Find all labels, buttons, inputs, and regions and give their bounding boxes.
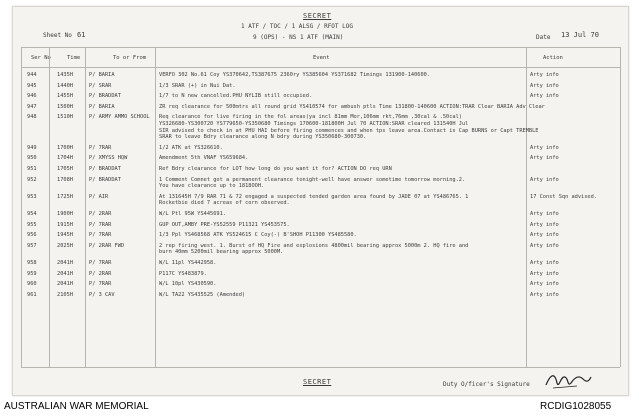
log-entry-row	[13, 270, 628, 281]
entry-to-from: P/ 7RAR	[89, 260, 112, 266]
log-entry-row	[13, 113, 628, 143]
entry-event-line: 1/7 to N new cancelled.PHU NYLIB still occupied.	[159, 93, 313, 100]
entry-event-line: ZR req clearance for 500mtrs all round grid YS410574 for ambush ptls Time 131800-140600 ACTION:TRAR Clear BARIA Adv Clear	[159, 103, 545, 110]
entry-serial: 956	[27, 232, 37, 239]
log-entry-row	[13, 82, 628, 93]
entry-to-from: P/ BARIA	[89, 72, 115, 78]
entry-event-line: Req clearance for live firing in the fol areas(ya incl 81mm Mor,106mm rkt,76mm ,30cal & .50cal)	[159, 114, 462, 121]
entry-action: Arty info	[530, 82, 559, 89]
footer-archive-id: RCDIG1028055	[540, 401, 612, 412]
log-entry-row	[13, 280, 628, 291]
col-header-serial: Ser No	[31, 55, 51, 61]
entry-to-from: P/ XMYSS HQW	[89, 155, 128, 162]
log-entry-row	[13, 231, 628, 242]
log-entry-row	[13, 92, 628, 103]
entry-event-line: At 131645H 7/9 RAR 71 & 72 engaged a suspected tended garden area found by JADE 07 at YS486765. 1	[159, 193, 469, 200]
unit-line: 1 ATF / TOC / 1 ALSG / RFOT LOG	[241, 23, 353, 30]
entry-to-from: P/ 7RAR	[89, 144, 112, 151]
entry-action: 17 Const Sqn advised.	[530, 193, 597, 200]
entry-time: 1705H	[57, 166, 73, 172]
date-label: Date	[536, 34, 551, 41]
entry-action: Arty info	[530, 211, 559, 217]
entry-serial: 945	[27, 82, 37, 89]
entry-serial: 944	[27, 72, 37, 78]
entry-time: 1900H	[57, 211, 73, 217]
footer-archive-name: AUSTRALIAN WAR MEMORIAL	[4, 401, 149, 412]
entry-action: Arty info	[530, 221, 559, 228]
col-header-action: Action	[543, 55, 563, 61]
entry-event-line: 1 Comment Comnet got a permanent clearance tonight-well have answer sometime tomorrow morning.2.	[159, 176, 466, 183]
log-entry-row	[13, 210, 628, 221]
entry-serial: 949	[27, 144, 37, 151]
entry-event-line: Amendment 5th VNAF YS659684.	[159, 155, 249, 162]
classification-top: SECRET	[303, 12, 332, 20]
entry-serial: 961	[27, 291, 37, 298]
entry-event-line: 1/3 Ppl YS468568 ATK YS524615 C Coy(-) B'SHOH P11300 YS485580.	[159, 232, 357, 239]
entry-event-line: burn 40mm 5200mil bearing approx 5000M.	[159, 249, 284, 256]
log-entry-row	[13, 144, 628, 155]
entry-serial: 958	[27, 260, 37, 266]
entry-time: 2105H	[57, 291, 73, 298]
entry-event-line: W/L 10pl YS430590.	[159, 281, 217, 288]
entry-time: 1455H	[57, 93, 73, 100]
reference-line: 9 (OPS) - NS 1 ATF (MAIN)	[253, 34, 344, 41]
entry-serial: 960	[27, 281, 37, 288]
entry-time: 1700H	[57, 144, 73, 151]
entry-action: Arty info	[530, 281, 559, 288]
entry-action: Arty info	[530, 270, 559, 277]
date-value: 13 Jul 70	[561, 31, 599, 39]
entry-event-line: W/L TA22 YS435525 (Amended)	[159, 291, 246, 298]
entry-time: 1510H	[57, 114, 73, 121]
entry-time: 1725H	[57, 193, 73, 200]
entry-to-from: P/ BRADDAT	[89, 176, 121, 183]
col-header-to-from: To or From	[113, 55, 147, 61]
entry-time: 1945H	[57, 232, 73, 239]
entry-serial: 947	[27, 103, 37, 110]
log-entry-row	[13, 154, 628, 165]
entry-time: 1708H	[57, 176, 73, 183]
table-top-rule	[21, 47, 620, 48]
entry-time: 1704H	[57, 155, 73, 162]
entry-serial: 954	[27, 211, 37, 217]
entry-to-from: P/ AIR	[89, 193, 109, 200]
entry-time: 1435H	[57, 72, 73, 78]
entry-action: Arty info	[530, 291, 559, 298]
entry-serial: 948	[27, 114, 37, 121]
entry-serial: 953	[27, 193, 37, 200]
entry-serial: 946	[27, 93, 37, 100]
log-entry-row	[13, 165, 628, 176]
log-entry-row	[13, 103, 628, 114]
entry-event-line: 2 rep firing west. 1. Burst of HQ Fire and explosions 4800mil bearing approx 5000m 2. HQ fire and	[159, 242, 469, 249]
entry-event-line: YS326680-YS300720 YS779650-YS350680 Timings 170600-181800H Jul 70 ACTION:SRAR cleared 131540H Jul	[159, 120, 469, 127]
entry-action: Arty info	[530, 242, 559, 249]
header-bottom-rule	[21, 67, 620, 68]
entry-action: Arty info	[530, 232, 559, 239]
entry-action: Arty info	[530, 260, 559, 266]
log-entry-row	[13, 176, 628, 193]
entry-serial: 951	[27, 166, 37, 172]
entry-time: 2041H	[57, 270, 73, 277]
entry-serial: 959	[27, 270, 37, 277]
entry-event-line: Ref Bdry clearance for LOT how long do you want it for? ACTION DO req URN	[159, 166, 392, 172]
entry-time: 2041H	[57, 281, 73, 288]
table-bottom-rule	[21, 367, 620, 368]
entry-to-from: P/ 7RAR	[89, 281, 112, 288]
entry-action: Arty info	[530, 144, 559, 151]
entry-action: Arty info	[530, 155, 559, 162]
entry-to-from: P/ BARIA	[89, 103, 115, 110]
classification-bottom: SECRET	[303, 378, 332, 386]
entry-serial: 950	[27, 155, 37, 162]
entry-to-from: P/ 2RAR	[89, 211, 112, 217]
log-entry-row	[13, 242, 628, 259]
entry-to-from: P/ 2RAR FWD	[89, 242, 125, 249]
entry-event-line: 1/2 ATK at YS326610.	[159, 144, 223, 151]
entry-to-from: P/ ARMY AMMO SCHOOL	[89, 114, 150, 121]
entry-to-from: P/ 7RAR	[89, 232, 112, 239]
entry-event-line: SIR advised to check in at PHU HAI before firing commences and when tps leave area.Contact is Cap BURNS or Capt TREMBLE	[159, 127, 539, 134]
entry-serial: 957	[27, 242, 37, 249]
entry-event-line: W/L Ptl 95W YS445691.	[159, 211, 226, 217]
entry-to-from: P/ BRADDAT	[89, 93, 121, 100]
signature-scribble	[543, 369, 593, 391]
entry-time: 1915H	[57, 221, 73, 228]
entry-time: 1440H	[57, 82, 73, 89]
entry-to-from: P/ BRADDAT	[89, 166, 121, 172]
entry-to-from: P/ SRAR	[89, 82, 112, 89]
entry-action: Arty info	[530, 93, 559, 100]
entry-event-line: SRAR to leave Bdry clearance along N bdry during YS350680-300730.	[159, 134, 367, 141]
entry-event-line: Rocketbie died 7 acreas of corn observed.	[159, 200, 290, 207]
col-header-event: Event	[313, 55, 330, 61]
entry-event-line: 1/3 SRAR (+) in Nui Dat.	[159, 82, 236, 89]
col-header-time: Time	[67, 55, 81, 61]
entry-event-line: VERFO 302 No.61 Coy YS370642,TS387675 2360ry YS385604 YS371682 Timings 131900-140600.	[159, 72, 431, 78]
entry-to-from: P/ 7RAR	[89, 221, 112, 228]
entry-action: Arty info	[530, 176, 559, 183]
entry-serial: 955	[27, 221, 37, 228]
entry-event-line: You have clearance up to 1818OOH.	[159, 183, 265, 190]
sheet-number: 61	[77, 31, 86, 39]
log-sheet	[12, 6, 629, 396]
log-entry-row	[13, 291, 628, 302]
entry-event-line: W/L 11pl YS442958.	[159, 260, 217, 266]
duty-officer-label: Duty O/ficer's Signature	[443, 381, 530, 388]
log-entry-row	[13, 221, 628, 232]
entry-time: 2041H	[57, 260, 73, 266]
entry-to-from: P/ 2RAR	[89, 270, 112, 277]
log-entry-row	[13, 259, 628, 270]
entry-event-line: GUP OUT,AMBY PRE-YS52559 P11321 YS453575.	[159, 221, 290, 228]
entry-time: 1500H	[57, 103, 73, 110]
entry-serial: 952	[27, 176, 37, 183]
entry-time: 2025H	[57, 242, 73, 249]
entry-event-line: P117C YS483879.	[159, 270, 207, 277]
log-entry-row	[13, 193, 628, 210]
sheet-label: Sheet No	[43, 32, 72, 39]
log-entry-row	[13, 71, 628, 82]
entry-to-from: P/ 3 CAV	[89, 291, 115, 298]
entry-action: Arty info	[530, 72, 559, 78]
